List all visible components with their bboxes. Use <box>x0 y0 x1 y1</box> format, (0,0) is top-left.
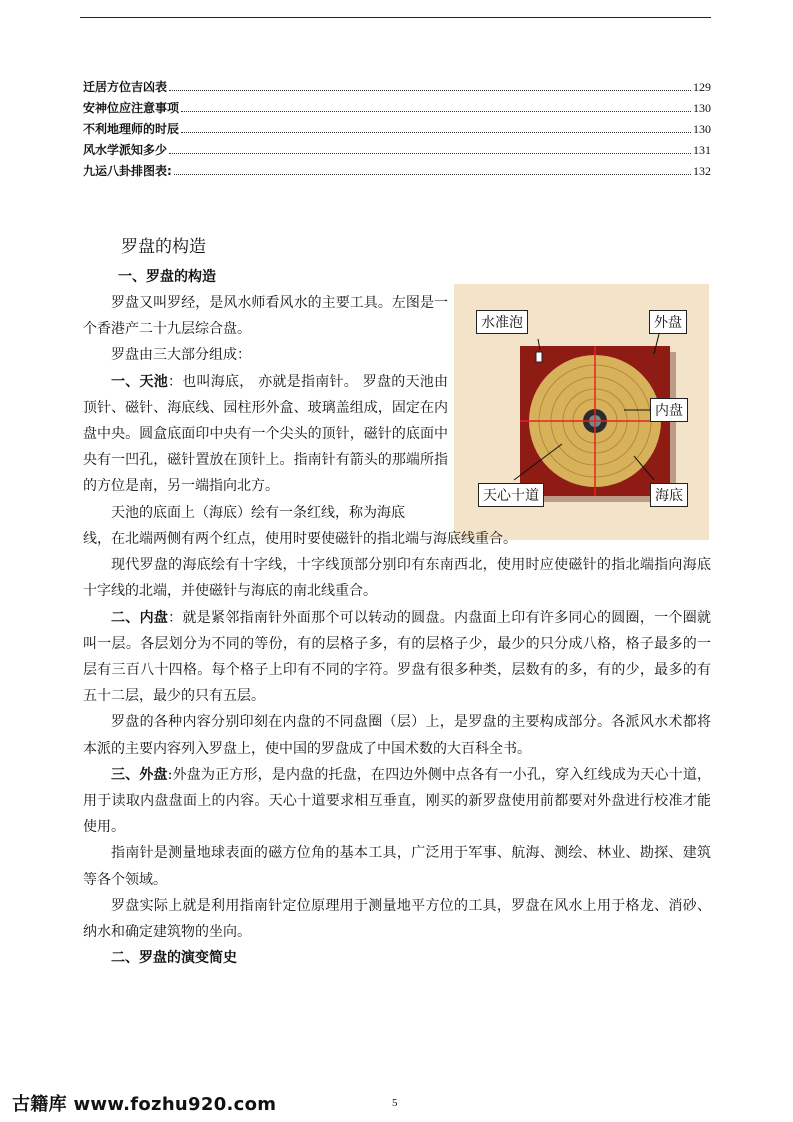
toc-leader <box>181 131 691 133</box>
toc-leader <box>169 89 691 91</box>
toc-title: 安神位应注意事项 <box>83 101 180 115</box>
paragraph-text: :外盘为正方形，是内盘的托盘，在四边外侧中点各有一小孔，穿入红线成为天心十道，用于读取内盘盘面上的内容。天心十道要求相互垂直，刚买的新罗盘使用前都要对外盘进行校准才能使用。 <box>83 766 712 836</box>
label-outer-plate: 外盘 <box>649 310 687 334</box>
paragraph: 罗盘的各种内容分别印刻在内盘的不同盘圈（层）上，是罗盘的主要构成部分。各派风水术都将本派的主要内容列入罗盘上，使中国的罗盘成了中国术数的大百科全书。 <box>83 714 711 757</box>
toc-row[interactable] <box>83 141 711 162</box>
main-text <box>83 526 711 971</box>
label-cross-line: 天心十道 <box>478 483 544 507</box>
paragraph: 罗盘实际上就是利用指南针定位原理用于测量地平方位的工具，罗盘在风水上用于格龙、消砂、纳水和确定建筑物的坐向。 <box>83 897 711 941</box>
toc-leader <box>169 152 691 154</box>
label-level-bubble: 水准泡 <box>476 310 528 334</box>
paragraph: 现代罗盘的海底绘有十字线，十字线顶部分别印有东南西北，使用时应使磁针的指北端指向海底十字线的北端，并使磁针与海底的南北线重合。 <box>83 557 711 600</box>
paragraph: 指南针是测量地球表面的磁方位角的基本工具，广泛用于军事、航海、测绘、林业、勘探、建筑等各个领域。 <box>83 845 711 888</box>
table-of-contents <box>83 78 711 183</box>
toc-leader <box>181 110 691 112</box>
paragraph <box>83 605 711 710</box>
intro-text <box>83 290 448 526</box>
toc-page: 131 <box>693 143 711 157</box>
toc-title: 迁居方位吉凶表 <box>83 80 168 94</box>
paragraph <box>83 369 448 500</box>
level-bubble <box>536 352 542 362</box>
paragraph: 天池的底面上（海底）绘有一条红线，称为海底 <box>111 504 405 521</box>
site-logo: 古籍库 www.fozhu920.com <box>12 1094 277 1115</box>
paragraph: 线，在北端两侧有两个红点，使用时要使磁针的指北端与海底线重合。 <box>83 531 517 547</box>
term-inner-plate: 二、内盘 <box>111 609 169 626</box>
header-rule <box>80 17 711 18</box>
toc-row[interactable] <box>83 78 711 99</box>
label-sea-bottom: 海底 <box>650 483 688 507</box>
compass-figure <box>454 284 709 540</box>
toc-row[interactable] <box>83 120 711 141</box>
toc-title: 九运八卦排图表: <box>83 164 172 178</box>
toc-page: 132 <box>693 164 711 178</box>
toc-row[interactable] <box>83 162 711 183</box>
heading-structure: 一、罗盘的构造 <box>118 269 216 285</box>
heading-history: 二、罗盘的演变简史 <box>111 950 237 967</box>
toc-row[interactable] <box>83 99 711 120</box>
term-outer-plate: 三、外盘 <box>111 766 168 783</box>
toc-title: 不利地理师的时辰 <box>83 122 180 136</box>
toc-page: 130 <box>693 122 711 136</box>
toc-title: 风水学派知多少 <box>83 143 168 157</box>
term-tianchi: 一、天池 <box>111 373 169 390</box>
paragraph-text: ：就是紧邻指南针外面那个可以转动的圆盘。内盘面上印有许多同心的圆圈，一个圈就叫一层。各层划分为不同的等份，有的层格子多，有的层格子少，最少的只分成八格，格子最多的一层有三百八十四格。每个格子上印有不同的字符。罗盘有很多种类，层数有的多，有的少，最多的有五十二层，最少的只有五层。 <box>83 609 711 705</box>
page-number: 5 <box>392 1097 398 1109</box>
toc-page: 130 <box>693 101 711 115</box>
paragraph-text: ：也叫海底， 亦就是指南针。 罗盘的天池由顶针、磁针、海底线、园柱形外盒、玻璃盖组成，固定在内盘中央。圆盒底面印中央有一个尖头的顶针，磁针的底面中央有一凹孔，磁针置放在顶针上。指南针有箭头的那端所指的方位是南，另一端指向北方。 <box>83 373 448 495</box>
paragraph <box>83 762 711 841</box>
toc-page: 129 <box>693 80 711 94</box>
toc-leader <box>174 173 691 175</box>
label-inner-plate: 内盘 <box>650 398 688 422</box>
paragraph: 罗盘又叫罗经，是风水师看风水的主要工具。左图是一个香港产二十九层综合盘。 <box>83 295 448 338</box>
paragraph: 罗盘由三大部分组成： <box>111 347 251 364</box>
section-title: 罗盘的构造 <box>121 237 206 257</box>
